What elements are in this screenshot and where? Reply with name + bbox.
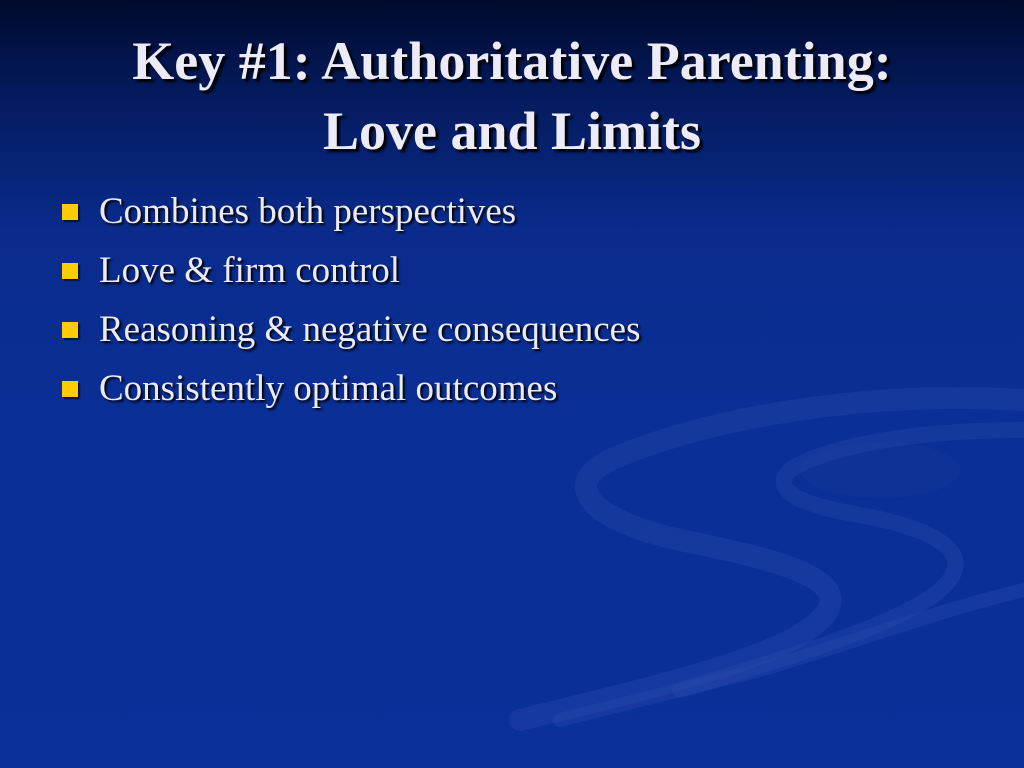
slide-title-line-1: Key #1: Authoritative Parenting:	[132, 31, 892, 91]
square-bullet-icon	[62, 263, 78, 279]
bullet-text: Combines both perspectives	[99, 191, 517, 232]
bullet-text: Reasoning & negative consequences	[99, 309, 641, 350]
bullet-item	[62, 182, 640, 241]
bullet-list	[62, 182, 640, 418]
slide-title	[40, 26, 984, 166]
slide-title-line-2: Love and Limits	[322, 101, 702, 161]
bullet-text: Consistently optimal outcomes	[99, 368, 558, 409]
bullet-item	[62, 300, 640, 359]
bullet-text: Love & firm control	[99, 250, 401, 291]
square-bullet-icon	[62, 381, 78, 397]
bullet-item	[62, 359, 640, 418]
square-bullet-icon	[62, 322, 78, 338]
bullet-item	[62, 241, 640, 300]
square-bullet-icon	[62, 204, 78, 220]
